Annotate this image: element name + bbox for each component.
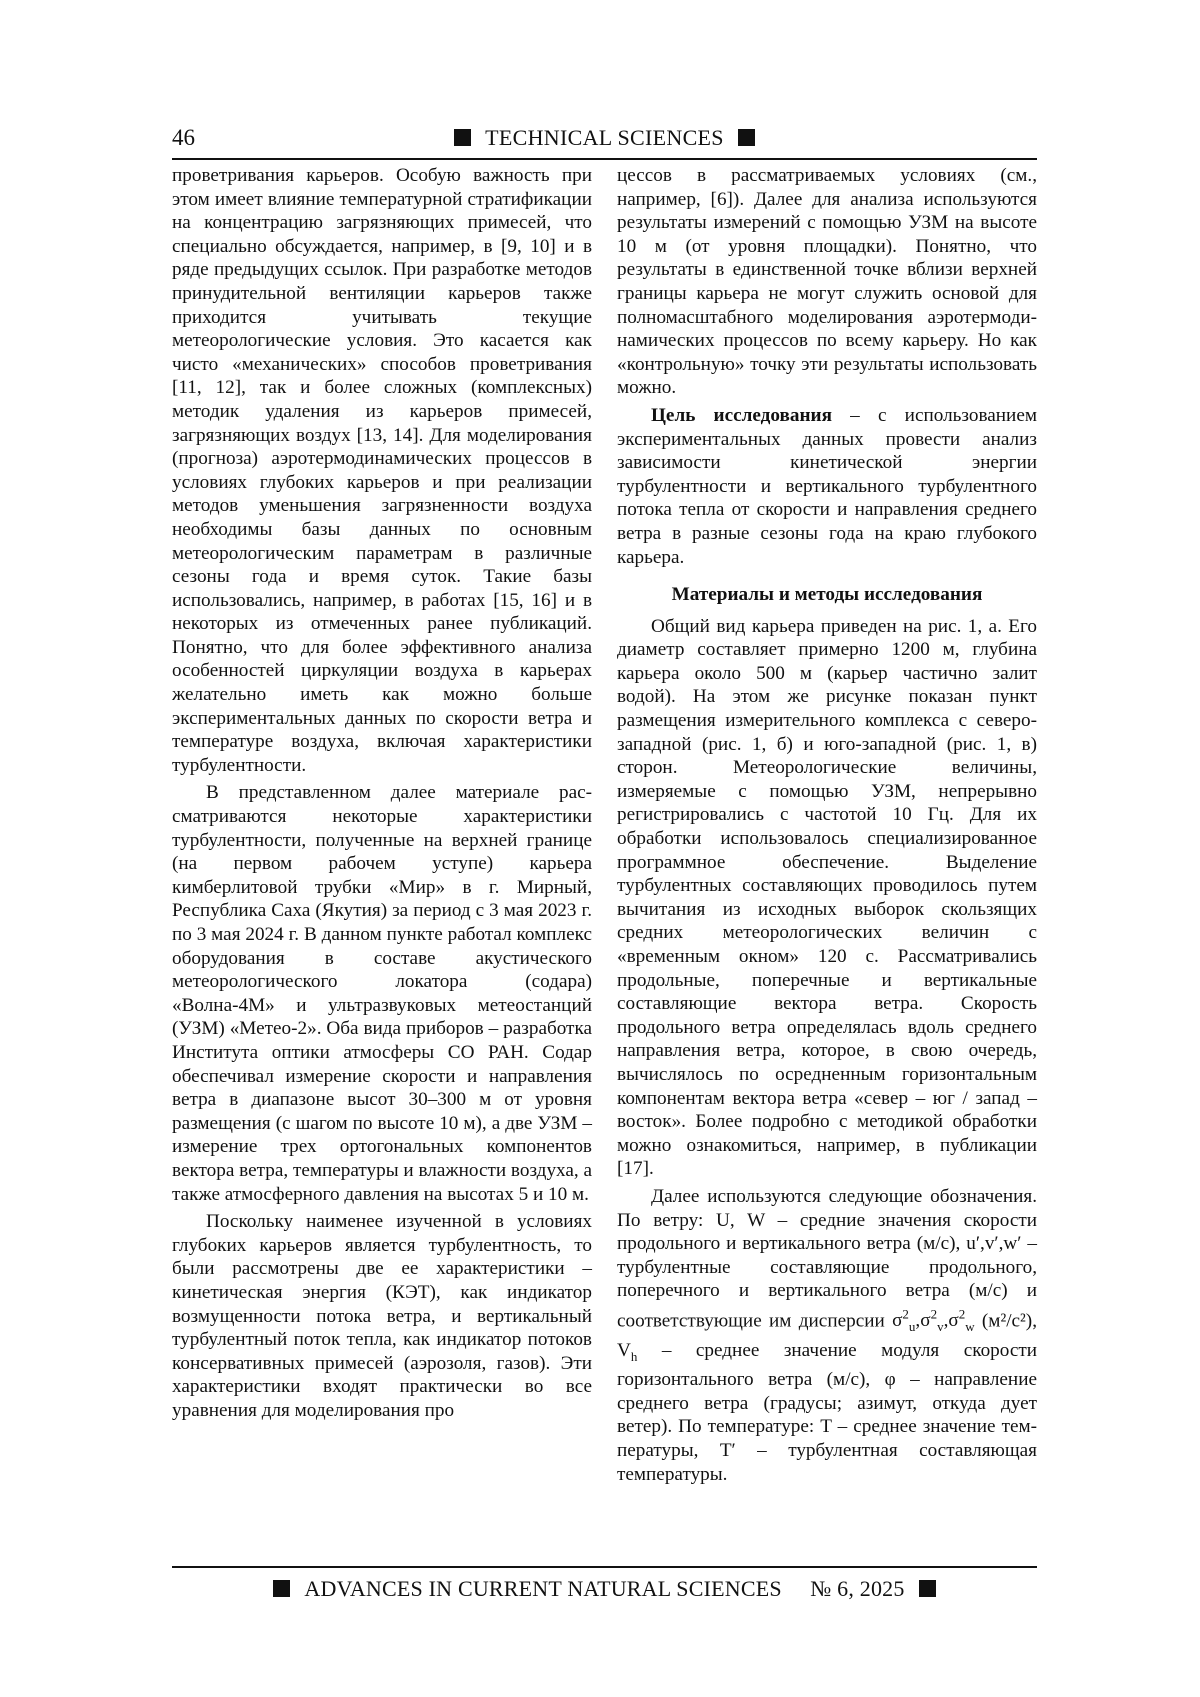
page-header bbox=[172, 117, 1037, 157]
paragraph: проветривания карьеров. Особую важность при этом имеет влияние температурной стратификации на концентрацию загрязняющих примесей, что специально обсуждается, например, в [9, 10] и в ряде предыдущих ссылок. При разработке методов принудительной вентиляции карьеров также приходится учитывать текущие метеорологические условия. Это касается как чисто «механических» способов проветривания [11, 12], так и более сложных (комплексных) методик удаления из карьеров примесей, загрязняющих воздух [13, 14]. Для моделирования (прогноза) аэротермодинамических процессов в условиях глубоких карьеров и при реализации методов уменьшения загрязненности воздуха необходимы базы данных по основным метеорологическим параметрам в различные сезоны года и время суток. Такие базы использовались, например, в работах [15, 16] и в некоторых из отмеченных ранее публикаций. Понятно, что для более эффективного анализа особенностей циркуляции воздуха в карьерах желательно иметь как можно больше экспериментальных данных по скорости ветра и температуре воздуха, включая характеристики турбулентности. bbox=[172, 165, 592, 776]
square-bullet-icon bbox=[738, 129, 755, 146]
subscript: h bbox=[630, 1348, 638, 1364]
paragraph-aim bbox=[617, 404, 1037, 569]
left-column bbox=[172, 164, 592, 1422]
paragraph: В представленном далее материале рассматриваются некоторые характеристики турбулентности, полученные на верхней границе (на первом рабочем уступе) карьера кимберлитовой трубки «Мир» в г. Мирный, Республика Саха (Якутия) за период с 3 мая 2023 г. по 3 мая 2024 г. В данном пункте работал комплекс оборудования в составе акустического метеорологического локатора (содара) «Волна-4М» и ультразвуковых метеостанций (УЗМ) «Метео-2». Оба вида приборов – разработка Института оптики атмосферы СО РАН. Содар обеспечивал измерение скорости и направления ветра в диапазоне высот 30–300 м от уровня размещения (с шагом по высоте 10 м), а две УЗМ – измерение трех ортогональных компонентов вектора ветра, температуры и влажности воздуха, а также атмосферного давления на высотах 5 и 10 м. bbox=[172, 782, 593, 1205]
sigma-symbol: σ bbox=[948, 1310, 959, 1332]
vh-symbol: V bbox=[617, 1339, 631, 1361]
paragraph: Общий вид карьера приведен на рис. 1, а. Его диаметр составляет примерно 1200 м, глубина карьера около 500 м (карьер частично залит водой). На этом же рисунке показан пункт размещения измерительного комплекса с северо-западной (рис. 1, б) и юго-западной (рис. 1, в) сторон. Метеорологические величины, измеряемые с помощью УЗМ, непрерывно регистрировались с частотой 10 Гц. Для их обработки использовалось специализированное программное обеспечение. Выделение турбулентных составляющих проводилось путем вычитания из исходных выборок скользящих средних метеорологических величин с «временным окном» 120 с. Рассматривались продольные, поперечные и вертикальные составляющие вектора ветра. Скорость продольного ветра определялась вдоль среднего направления ветра, которое, в свою очередь, вычислялось по осредненным горизонтальным компонентам вектора ветра «север – юг / запад – восток». Более подробно с методикой обработки можно ознакомиться, например, в публикации [17]. bbox=[617, 615, 1037, 1180]
separator: , bbox=[915, 1310, 921, 1332]
paragraph-notation bbox=[617, 1185, 1037, 1486]
sigma-symbol: σ bbox=[892, 1310, 903, 1332]
subscript: w bbox=[965, 1319, 975, 1335]
page-number: 46 bbox=[172, 125, 195, 150]
aim-lead: Цель исследования bbox=[651, 404, 832, 426]
issue-number: № 6, 2025 bbox=[810, 1576, 905, 1601]
paragraph: Поскольку наименее изученной в условиях глубоких карьеров является турбулентность, то были рассмотрены две ее характеристики – кинетическая энергия (КЭТ), как индикатор возмущенности потока ветра, и вертикальный турбулентный поток тепла, как индикатор потоков консервативных примесей (аэрозоля, газов). Эти характеристики входят практически во все уравнения для моделирования про bbox=[172, 1211, 592, 1421]
paragraph: цессов в рассматриваемых условиях (см., например, [6]). Далее для анализа используются результаты измерений с помощью УЗМ на высоте 10 м (от уровня площадки). Понятно, что результаты в единственной точке вблизи верхней границы карьера не могут служить основой для полномасштабного моделирования аэротермодинамических процессов по всему карьеру. Но как «контрольную» точку эти результаты использовать можно. bbox=[617, 165, 1037, 399]
running-title bbox=[172, 125, 1037, 151]
variance-symbols bbox=[892, 1306, 975, 1335]
section-heading: Материалы и методы исследования bbox=[671, 584, 983, 606]
variance-units: (м²/с²), bbox=[974, 1310, 1037, 1332]
subscript: v bbox=[937, 1319, 944, 1335]
square-bullet-icon bbox=[454, 129, 471, 146]
aim-text: – с использованием экспериментальных данных провести анализ зависимости кинетической энергии турбулентности и вертикального турбулентного потока тепла от скорости и направления среднего ветра в разные сезоны года на краю глубокого карьера. bbox=[617, 404, 1037, 568]
superscript: 2 bbox=[958, 1306, 966, 1322]
header-divider bbox=[172, 158, 1037, 160]
right-column bbox=[617, 164, 1037, 1486]
journal-name: ADVANCES IN CURRENT NATURAL SCIENCES bbox=[304, 1576, 782, 1601]
square-bullet-icon bbox=[919, 1580, 936, 1597]
article-body bbox=[172, 164, 1037, 1554]
separator: , bbox=[943, 1310, 949, 1332]
sigma-symbol: σ bbox=[920, 1310, 931, 1332]
superscript: 2 bbox=[902, 1306, 909, 1322]
page-footer bbox=[172, 1576, 1037, 1602]
subscript: u bbox=[908, 1319, 916, 1335]
square-bullet-icon bbox=[273, 1580, 290, 1597]
footer-divider bbox=[172, 1566, 1037, 1568]
superscript: 2 bbox=[930, 1306, 938, 1322]
notation-text: – среднее значение модуля скорости горизонтального ветра (м/с), φ – направление среднего ветра (градусы; азимут, откуда дует ветер). По температуре: T – среднее значение температуры, T′ – турбулентная составляющая температуры. bbox=[617, 1339, 1037, 1485]
section-title: TECHNICAL SCIENCES bbox=[485, 125, 724, 150]
notation-text: Далее используются следующие обозначения. По ветру: U, W – средние значения скорости продольного и вертикального ветра (м/с), u′,v′,w′ – турбулентные составляющие продольного, поперечного и вертикального ветра (м/с) и соответствующие им дисперсии bbox=[617, 1185, 1037, 1332]
